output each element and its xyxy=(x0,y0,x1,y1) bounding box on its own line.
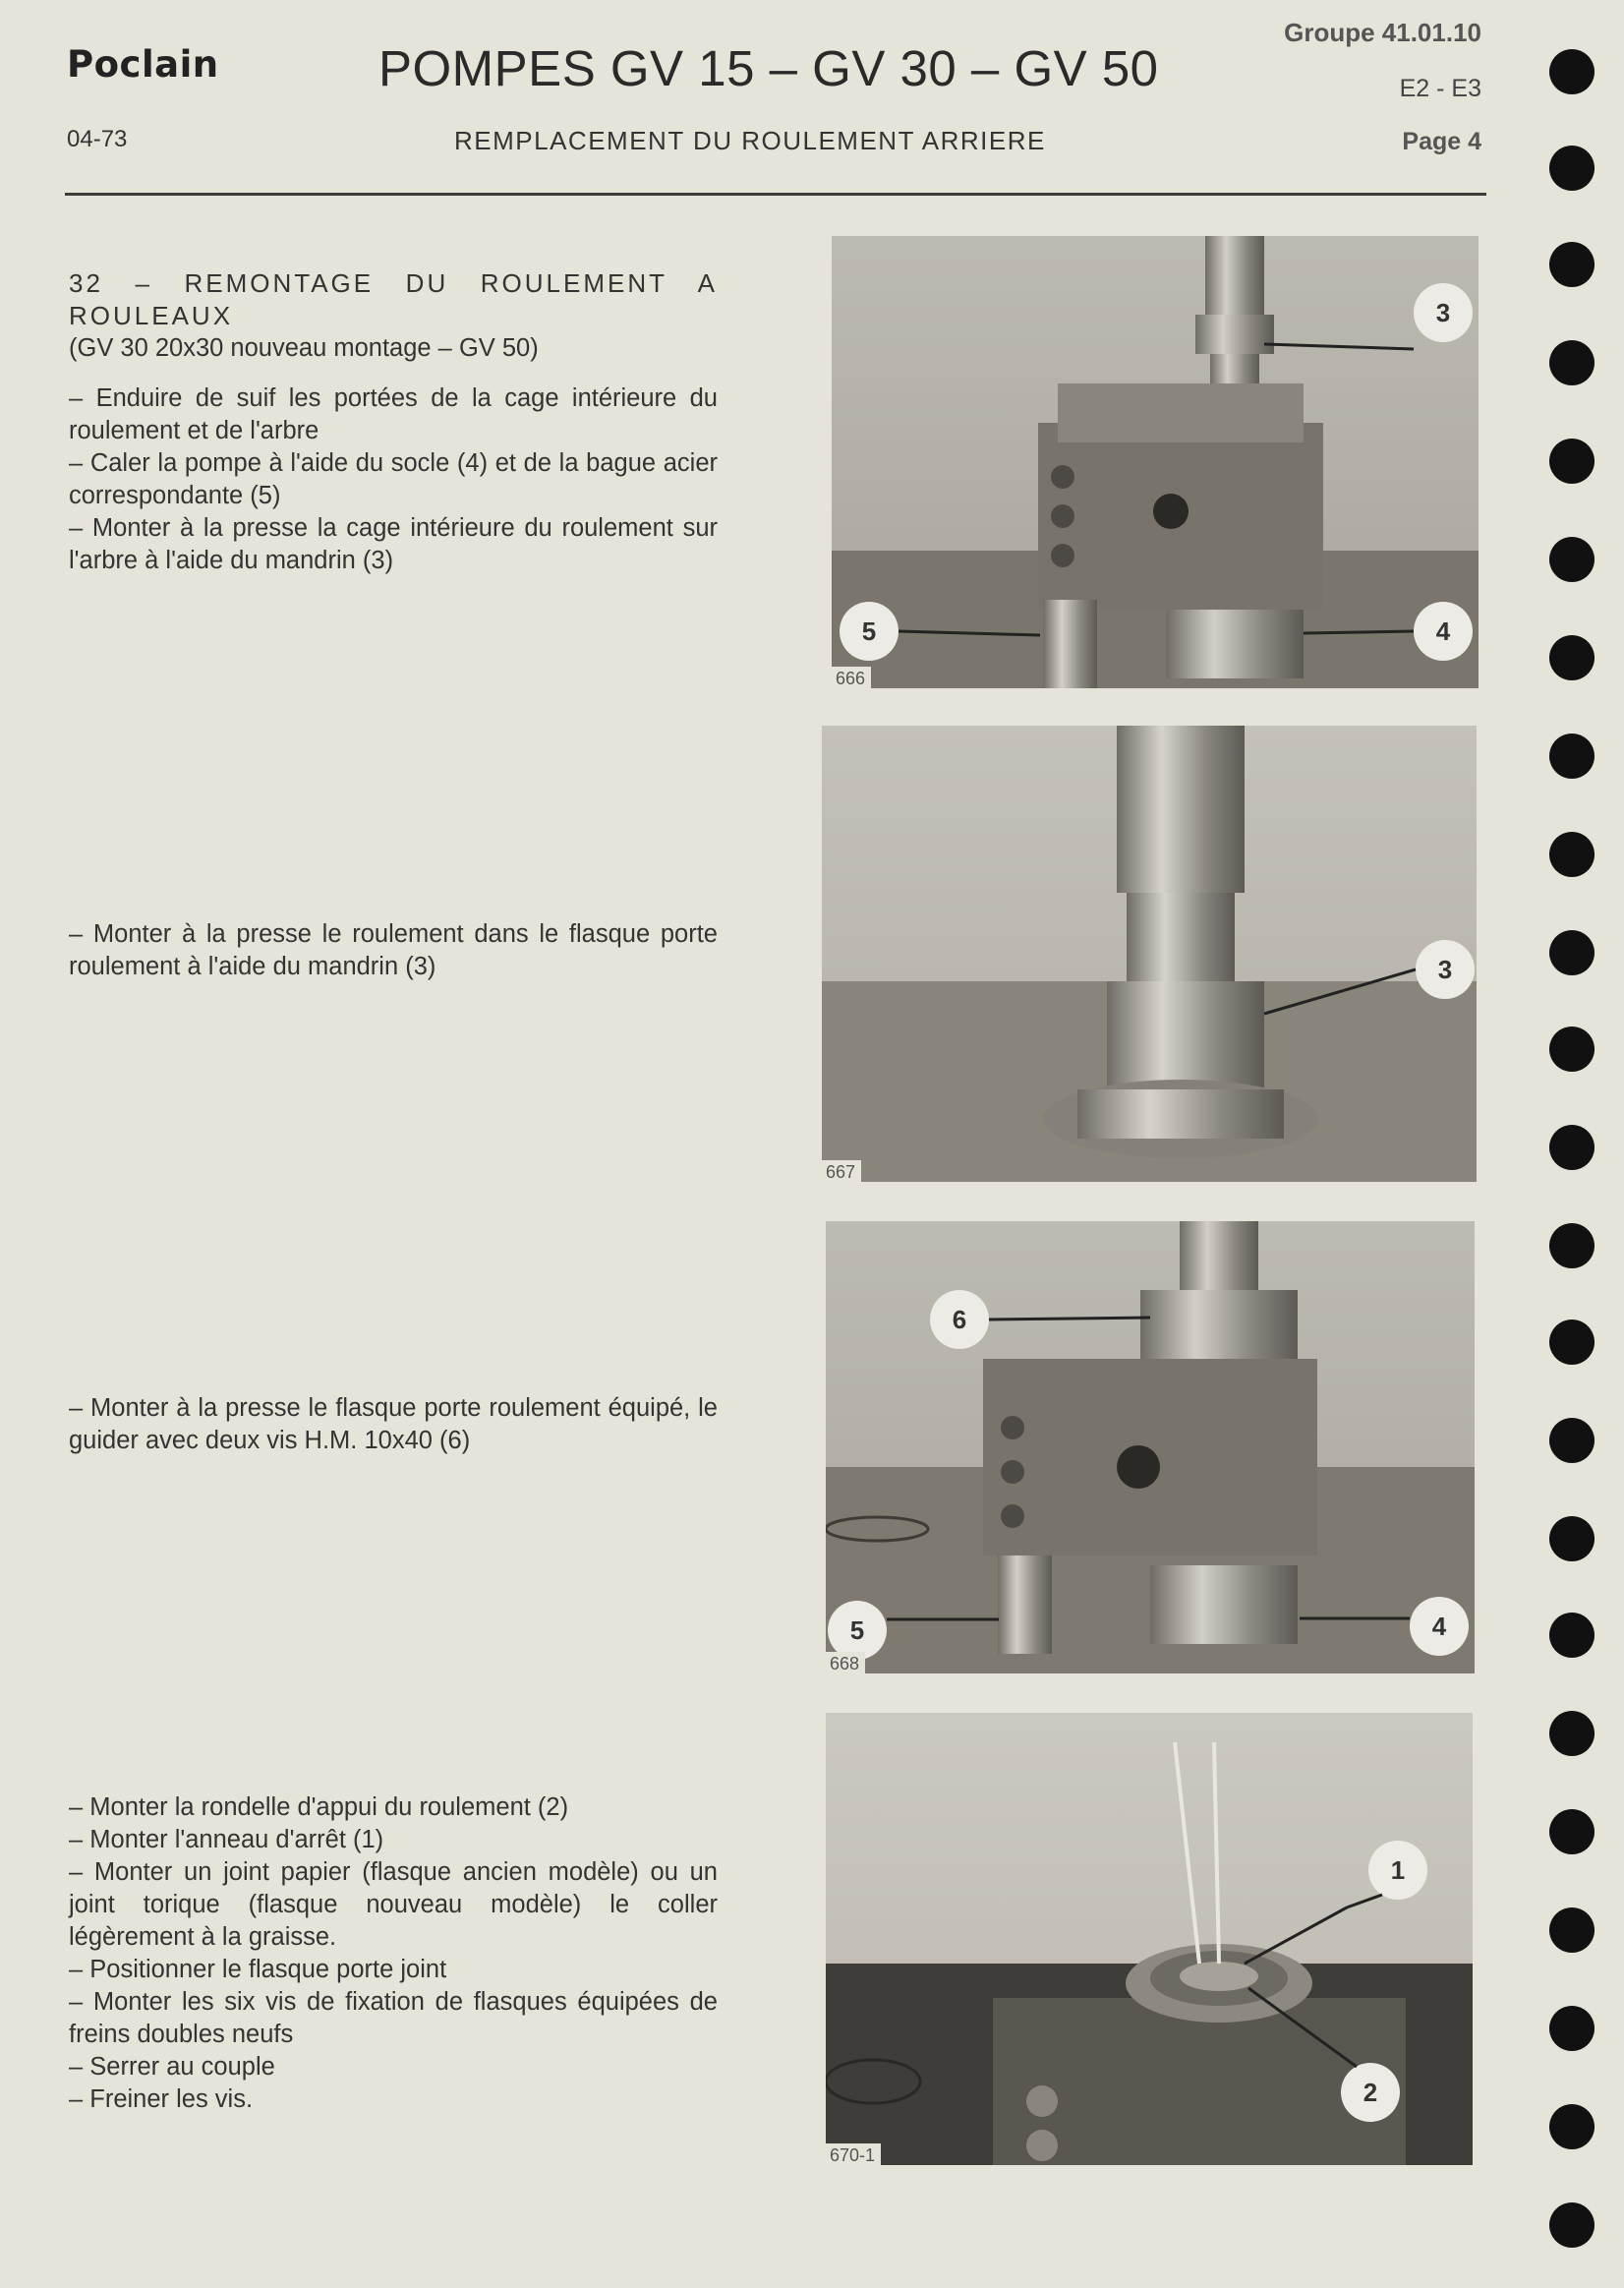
callout-2: 2 xyxy=(1341,2063,1400,2122)
callout-3: 3 xyxy=(1416,940,1475,999)
binder-hole xyxy=(1549,146,1595,191)
binder-hole xyxy=(1549,2104,1595,2149)
callout-6: 6 xyxy=(930,1290,989,1349)
binder-hole xyxy=(1549,1711,1595,1756)
leader-lines xyxy=(826,1221,1475,1673)
binder-hole xyxy=(1549,832,1595,877)
callout-1: 1 xyxy=(1368,1841,1427,1900)
instruction-item: – Monter un joint papier (flasque ancien modèle) ou un joint torique (flasque nouveau modèle) le coller légèrement à la graisse. xyxy=(69,1858,718,1951)
page-number: Page 4 xyxy=(1402,128,1481,155)
step-1-text xyxy=(69,267,718,577)
step-3-text xyxy=(69,1392,718,1457)
photo-666 xyxy=(832,236,1479,688)
photo-caption: 670-1 xyxy=(826,2143,881,2165)
step-4-text xyxy=(69,1791,718,2116)
step-1-heading: 32 – REMONTAGE DU ROULEMENT A ROULEAUX xyxy=(69,268,718,330)
binder-hole xyxy=(1549,1027,1595,1072)
section-reference: E2 - E3 xyxy=(1399,75,1481,102)
step-2-text xyxy=(69,918,718,983)
photo-667 xyxy=(822,726,1477,1182)
binder-hole xyxy=(1549,1613,1595,1658)
leader-lines xyxy=(826,1713,1473,2165)
binder-hole xyxy=(1549,1516,1595,1561)
step-1-instructions xyxy=(69,382,718,577)
binder-hole xyxy=(1549,733,1595,779)
binder-hole xyxy=(1549,2202,1595,2248)
instruction-item: – Enduire de suif les portées de la cage intérieure du roulement et de l'arbre xyxy=(69,384,718,444)
instruction-item: – Monter à la presse le roulement dans le flasque porte roulement à l'aide du mandrin (3) xyxy=(69,920,718,980)
callout-4: 4 xyxy=(1410,1597,1469,1656)
binder-hole xyxy=(1549,537,1595,582)
photo-670-1 xyxy=(826,1713,1473,2165)
date-code: 04-73 xyxy=(67,126,128,152)
binder-hole xyxy=(1549,930,1595,975)
binder-hole xyxy=(1549,1125,1595,1170)
callout-5: 5 xyxy=(840,602,899,661)
photo-668 xyxy=(826,1221,1475,1673)
page-title: POMPES GV 15 – GV 30 – GV 50 xyxy=(378,40,1159,96)
instruction-item: – Monter la rondelle d'appui du roulement (2) xyxy=(69,1793,569,1821)
instruction-item: – Monter l'anneau d'arrêt (1) xyxy=(69,1826,384,1853)
binder-hole xyxy=(1549,1223,1595,1268)
binder-hole xyxy=(1549,439,1595,484)
instruction-item: – Monter les six vis de fixation de flasques équipées de freins doubles neufs xyxy=(69,1988,718,2048)
binder-hole xyxy=(1549,1809,1595,1854)
header-divider xyxy=(65,193,1486,196)
binder-hole xyxy=(1549,635,1595,680)
instruction-item: – Freiner les vis. xyxy=(69,2085,254,2113)
leader-lines xyxy=(822,726,1477,1182)
binder-hole xyxy=(1549,1320,1595,1365)
step-1-subheading: (GV 30 20x30 nouveau montage – GV 50) xyxy=(69,334,539,362)
callout-4: 4 xyxy=(1414,602,1473,661)
binder-hole xyxy=(1549,1418,1595,1463)
binder-hole xyxy=(1549,1907,1595,1953)
instruction-item: – Caler la pompe à l'aide du socle (4) et de la bague acier correspondante (5) xyxy=(69,449,718,509)
binder-hole xyxy=(1549,2006,1595,2051)
brand-logo: Poclain xyxy=(67,43,219,86)
photo-caption: 667 xyxy=(822,1160,861,1182)
binder-hole xyxy=(1549,49,1595,94)
instruction-item: – Positionner le flasque porte joint xyxy=(69,1956,447,1983)
binder-hole xyxy=(1549,340,1595,385)
binder-hole xyxy=(1549,242,1595,287)
instruction-item: – Monter à la presse le flasque porte roulement équipé, le guider avec deux vis H.M. 10x40 (6) xyxy=(69,1394,718,1454)
leader-lines xyxy=(832,236,1479,688)
instruction-item: – Monter à la presse la cage intérieure du roulement sur l'arbre à l'aide du mandrin (3) xyxy=(69,514,718,574)
photo-caption: 668 xyxy=(826,1652,865,1673)
instruction-item: – Serrer au couple xyxy=(69,2053,275,2081)
photo-caption: 666 xyxy=(832,667,871,688)
callout-3: 3 xyxy=(1414,283,1473,342)
page-subtitle: REMPLACEMENT DU ROULEMENT ARRIERE xyxy=(454,126,1046,155)
group-reference: Groupe 41.01.10 xyxy=(1284,18,1481,47)
callout-5: 5 xyxy=(828,1601,887,1660)
